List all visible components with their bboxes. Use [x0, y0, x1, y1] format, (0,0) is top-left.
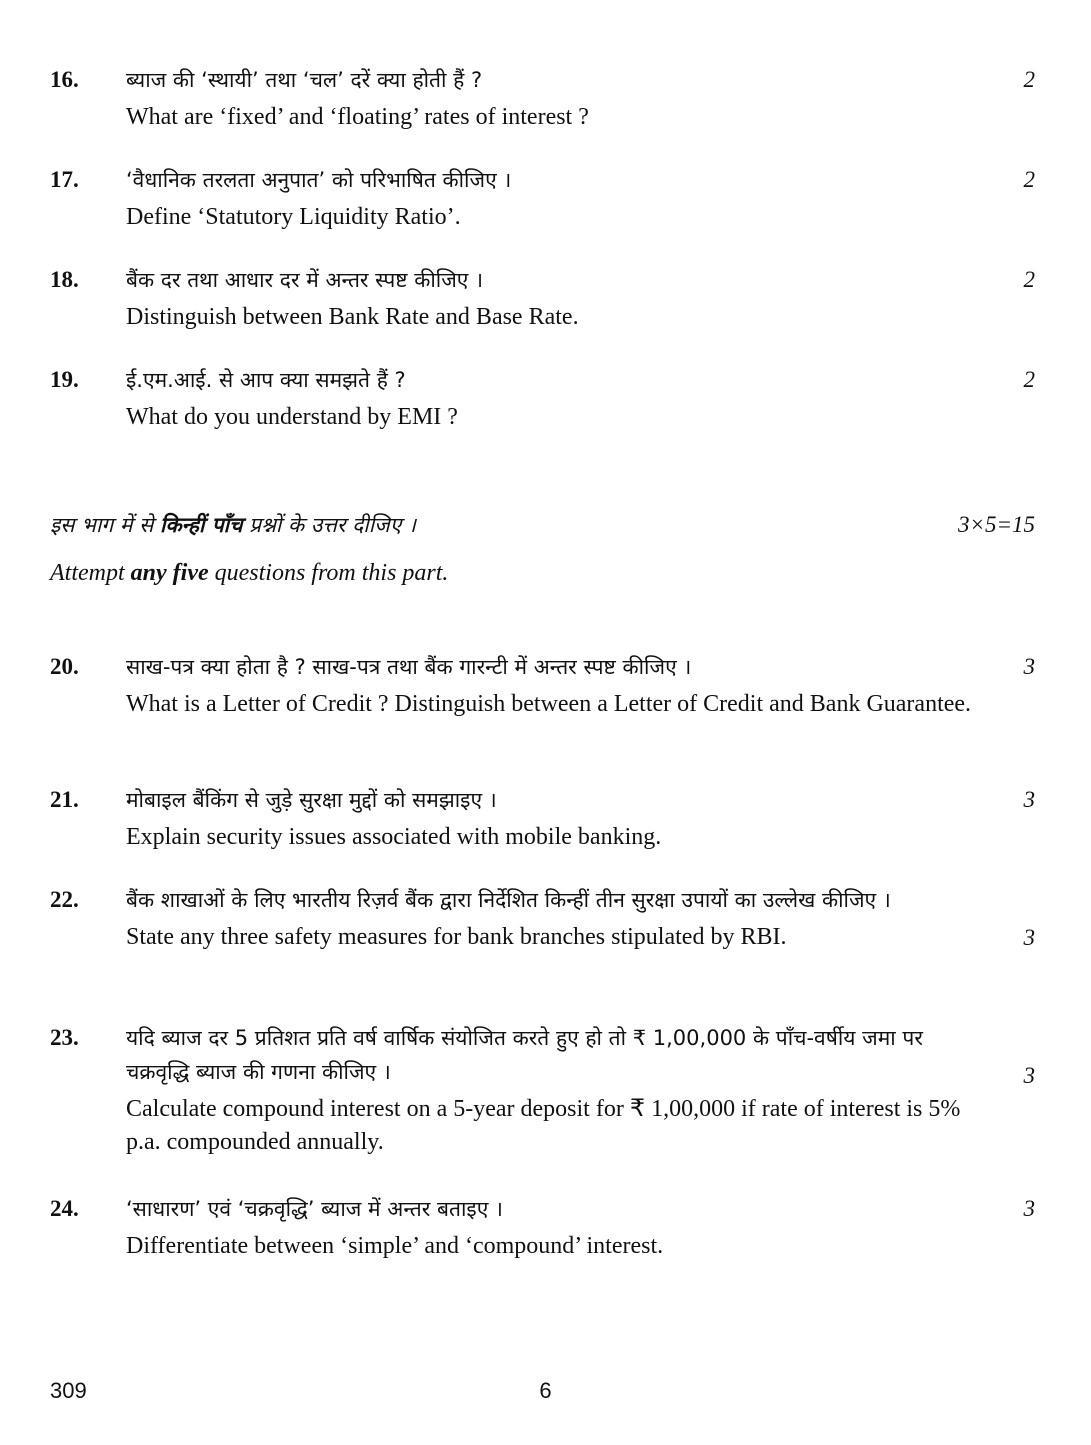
- question-marks: 3: [1023, 654, 1035, 679]
- question-number: 22.: [50, 887, 79, 912]
- question-number: 23.: [50, 1025, 79, 1050]
- question-marks: 3: [1023, 925, 1035, 950]
- question-text-english: Explain security issues associated with mobile banking.: [126, 824, 662, 850]
- question-text-english: What do you understand by EMI ?: [126, 404, 458, 430]
- instruction-english: Attempt any five questions from this part.: [50, 560, 449, 586]
- question-body: [126, 363, 981, 434]
- question-body: [126, 883, 981, 954]
- question-marks: 2: [1023, 167, 1035, 192]
- question-number: 19.: [50, 367, 79, 392]
- question-body: [126, 650, 981, 721]
- page-number: 6: [539, 1378, 552, 1403]
- question-body: [126, 63, 981, 134]
- question-text-hindi: मोबाइल बैंकिंग से जुड़े सुरक्षा मुद्दों को समझाइए ।: [126, 788, 497, 812]
- question-text-hindi: साख-पत्र क्या होता है ? साख-पत्र तथा बैंक गारन्टी में अन्तर स्पष्ट कीजिए ।: [126, 655, 692, 679]
- question-number: 16.: [50, 67, 79, 92]
- question-body: [126, 783, 981, 854]
- question-marks: 3: [1023, 1196, 1035, 1221]
- question-text-hindi: ब्याज की ‘स्थायी’ तथा ‘चल’ दरें क्या होती हैं ?: [126, 68, 483, 92]
- instruction-english-emphasis: any five: [130, 560, 209, 586]
- question-text-english: What is a Letter of Credit ? Distinguish between a Letter of Credit and Bank Guarantee.: [126, 691, 972, 717]
- question-body: [126, 263, 981, 334]
- question-text-hindi: यदि ब्याज दर 5 प्रतिशत प्रति वर्ष वार्षिक संयोजित करते हुए हो तो ₹ 1,00,000 के पाँच-वर्षीय जमा पर चक्रवृद्धि ब्याज की गणना कीजिए ।: [126, 1026, 923, 1084]
- question-number: 24.: [50, 1196, 79, 1221]
- question-body: [126, 163, 981, 234]
- question-body: [126, 1192, 981, 1263]
- question-text-english: Define ‘Statutory Liquidity Ratio’.: [126, 204, 461, 230]
- question-text-english: Differentiate between ‘simple’ and ‘compound’ interest.: [126, 1233, 664, 1259]
- question-text-hindi: ‘वैधानिक तरलता अनुपात’ को परिभाषित कीजिए ।: [126, 168, 512, 192]
- question-text-hindi: ई.एम.आई. से आप क्या समझते हैं ?: [126, 368, 406, 392]
- question-text-english: Distinguish between Bank Rate and Base Rate.: [126, 304, 579, 330]
- question-marks: 3: [1023, 1063, 1035, 1088]
- question-number: 20.: [50, 654, 79, 679]
- question-text-english: Calculate compound interest on a 5-year deposit for ₹ 1,00,000 if rate of interest is 5% p.a. compounded annually.: [126, 1096, 961, 1155]
- question-text-hindi: ‘साधारण’ एवं ‘चक्रवृद्धि’ ब्याज में अन्तर बताइए ।: [126, 1197, 503, 1221]
- section-instruction: [50, 508, 1035, 590]
- question-text-hindi: बैंक शाखाओं के लिए भारतीय रिज़र्व बैंक द्वारा निर्देशित किन्हीं तीन सुरक्षा उपायों का उल्लेख कीजिए ।: [126, 888, 891, 912]
- question-number: 21.: [50, 787, 79, 812]
- question-marks: 3: [1023, 787, 1035, 812]
- question-text-hindi: बैंक दर तथा आधार दर में अन्तर स्पष्ट कीजिए ।: [126, 268, 484, 292]
- section-marks: 3×5=15: [957, 512, 1035, 537]
- question-marks: 2: [1023, 267, 1035, 292]
- question-body: [126, 1021, 981, 1159]
- question-marks: 2: [1023, 367, 1035, 392]
- question-text-english: State any three safety measures for bank branches stipulated by RBI.: [126, 924, 787, 950]
- instruction-hindi-emphasis: किन्हीं पाँच: [160, 513, 243, 537]
- question-number: 18.: [50, 267, 79, 292]
- question-number: 17.: [50, 167, 79, 192]
- paper-code: 309: [50, 1378, 87, 1403]
- instruction-hindi: इस भाग में से किन्हीं पाँच प्रश्नों के उत्तर दीजिए ।: [50, 513, 416, 537]
- question-marks: 2: [1023, 67, 1035, 92]
- question-text-english: What are ‘fixed’ and ‘floating’ rates of interest ?: [126, 104, 589, 130]
